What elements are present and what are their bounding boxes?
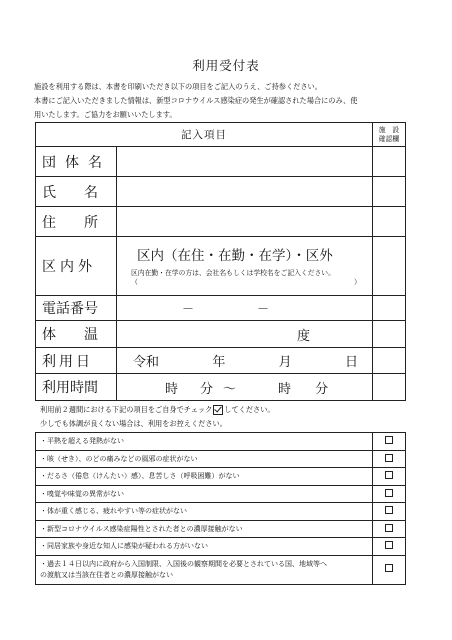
checkbox-icon[interactable] [385, 454, 393, 462]
group-name-check-cell[interactable] [373, 147, 406, 177]
phone-check-cell[interactable] [373, 296, 406, 321]
date-era: 令和 [133, 355, 160, 370]
checkbox-icon[interactable] [385, 564, 393, 572]
date-day: 日 [344, 355, 358, 370]
checklist-checkbox[interactable] [373, 503, 406, 521]
checkbox-icon[interactable] [385, 524, 393, 532]
checklist-item: ・だるさ（倦怠（けんたい）感）、息苦しさ（呼吸困難）がない [36, 468, 373, 486]
note-line-2: 少しでも体調が良くない場合は、利用をお控えください。 [40, 419, 227, 428]
checklist-checkbox[interactable] [373, 555, 406, 584]
usage-time-check-cell[interactable] [373, 374, 406, 401]
checklist-item: ・体が重く感じる、疲れやすい等の症状がない [36, 503, 373, 521]
group-name-label: 団体名 [36, 147, 117, 177]
checklist-checkbox[interactable] [373, 433, 406, 451]
checkbox-icon[interactable] [385, 471, 393, 479]
page-title: 利用受付表 [192, 58, 260, 73]
usage-date-field[interactable] [117, 348, 373, 374]
checkbox-icon[interactable] [385, 506, 393, 514]
checklist-checkbox[interactable] [373, 520, 406, 538]
checkbox-icon[interactable] [385, 541, 393, 549]
name-check-cell[interactable] [373, 177, 406, 207]
ward-check-cell[interactable] [373, 237, 406, 296]
note-line-1: 利用前２週間における下記の項目をご自身でチェック してください。 [40, 405, 275, 414]
usage-date-check-cell[interactable] [373, 348, 406, 374]
ward-label: 区内外 [36, 237, 117, 296]
ward-note: 区内在勤・在学の方は、会社名もしくは学校名をご記入ください。 [131, 268, 335, 277]
name-field[interactable] [117, 177, 373, 207]
entry-form-table [35, 122, 406, 401]
ward-field[interactable] [117, 237, 373, 296]
intro-line-1: 施設を利用する際は、本書を印刷いただき以下の項目をご記入のうえ、ご持参ください。 [34, 82, 322, 91]
phone-dash-2: － [257, 301, 270, 316]
address-label: 住 所 [36, 207, 117, 237]
temperature-check-cell[interactable] [373, 321, 406, 348]
checklist-item: ・過去１４日以内に政府から入国制限、入国後の観察期間を必要とされている国、地域等へ の渡航又は当該在住者との濃厚接触がない [36, 555, 373, 584]
ward-paren: （ ） [131, 277, 361, 286]
checklist-item: ・咳（せき）、のどの痛みなどの風邪の症状がない [36, 450, 373, 468]
address-field[interactable] [117, 207, 373, 237]
time-hour-1: 時 [165, 381, 179, 397]
temperature-unit: 度 [297, 328, 311, 344]
usage-date-label: 利用日 [36, 348, 117, 374]
phone-field[interactable] [117, 296, 373, 321]
checkbox-icon[interactable] [385, 436, 393, 444]
date-year: 年 [212, 355, 226, 370]
health-checklist-table [35, 432, 406, 585]
temperature-field[interactable] [117, 321, 373, 348]
date-month: 月 [278, 355, 292, 370]
temperature-label: 体 温 [36, 321, 117, 348]
address-check-cell[interactable] [373, 207, 406, 237]
checklist-item: ・同居家族や身近な知人に感染が疑われる方がいない [36, 538, 373, 556]
name-label: 氏 名 [36, 177, 117, 207]
checklist-item: ・新型コロナウイルス感染症陽性とされた者との濃厚接触がない [36, 520, 373, 538]
checkmark-box-icon [213, 405, 223, 415]
ward-options[interactable]: 区内（在住・在勤・在学）・区外 [137, 247, 333, 264]
checklist-checkbox[interactable] [373, 468, 406, 486]
group-name-field[interactable] [117, 147, 373, 177]
checklist-checkbox[interactable] [373, 485, 406, 503]
checklist-item: ・平熱を超える発熱がない [36, 433, 373, 451]
phone-dash-1: － [182, 301, 195, 316]
time-minute-1: 分 [200, 381, 214, 397]
phone-label: 電話番号 [36, 296, 117, 321]
time-minute-2: 分 [315, 381, 329, 397]
intro-line-2: 本書にご記入いただきました情報は、新型コロナウイルス感染症の発生が確認された場合にのみ、使 用いたします。ご協力をお願いいたします。 [34, 96, 358, 119]
checklist-checkbox[interactable] [373, 538, 406, 556]
facility-check-header: 施 設 確認欄 [373, 123, 406, 147]
time-hour-2: 時 [278, 381, 292, 397]
checklist-item: ・嗅覚や味覚の異常がない [36, 485, 373, 503]
usage-time-field[interactable] [117, 374, 373, 401]
usage-time-label: 利用時間 [36, 374, 117, 401]
entry-items-header: 記入項目 [36, 123, 373, 147]
time-tilde: ～ [223, 381, 237, 397]
checklist-checkbox[interactable] [373, 450, 406, 468]
checkbox-icon[interactable] [385, 489, 393, 497]
